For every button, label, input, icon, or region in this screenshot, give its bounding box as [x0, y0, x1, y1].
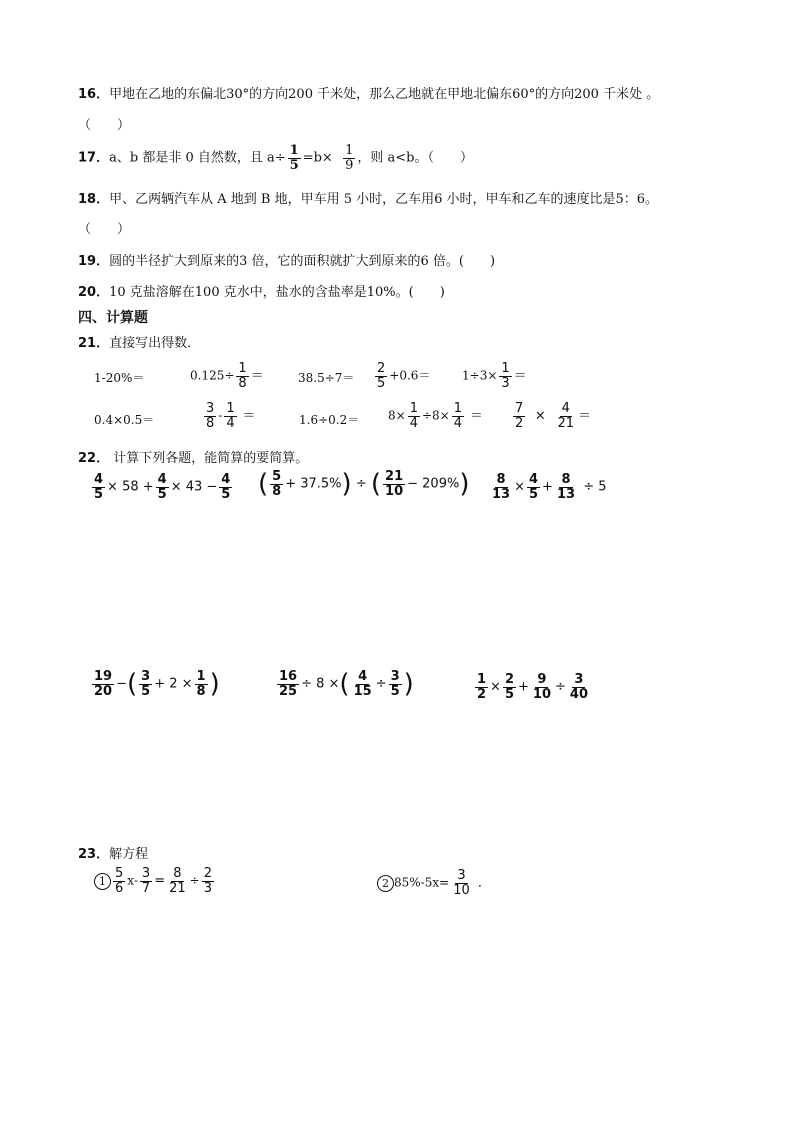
- section-title: 四、计算题: [78, 310, 148, 326]
- q23-equation-1: 1 $\frac{5}{6}$ x- $\frac{3}{7}$ = $\frac{8}{21}$ ÷ $\frac{2}{3}$: [94, 867, 216, 895]
- question-number: 16: [78, 87, 97, 102]
- question-text: 直接写出得数．: [109, 336, 201, 351]
- question-16: 16．甲地在乙地的东偏北30°的方向200 千米处，那么乙地就在甲地北偏东60°的方向200 千米处 。: [78, 87, 660, 102]
- answer-paren: （ ）: [78, 118, 131, 133]
- q21-row2-e5: $\frac{7}{2}$ × $\frac{4}{21}$ ＝: [515, 401, 592, 431]
- q21-row1-e2: 0.125÷ $\frac{1}{8}$ ＝: [190, 361, 264, 391]
- question-number: 21: [78, 336, 97, 351]
- q21-row1-e1: 1-20%＝: [94, 371, 145, 385]
- question-19: 19．圆的半径扩大到原来的3 倍，它的面积就扩大到原来的6 倍。( ): [78, 254, 496, 269]
- question-text: 解方程: [109, 847, 149, 862]
- question-20: 20．10 克盐溶解在100 克水中，盐水的含盐率是10%。( ): [78, 285, 445, 300]
- q22-expr-d: $\frac{19}{20}$ −( $\frac{3}{5}$ + 2 × $\frac{1}{8}$ ): [94, 669, 220, 700]
- q21-row1-e4: $\frac{2}{5}$ +0.6＝: [377, 361, 431, 391]
- q21-row2-e2: $\frac{3}{8}$ - $\frac{1}{4}$ ＝: [206, 401, 256, 431]
- question-number: 18: [78, 192, 97, 207]
- question-text: a、b 都是非 0 自然数，且 a÷: [109, 150, 286, 166]
- question-23: 23．解方程: [78, 847, 149, 862]
- question-number: 20: [78, 285, 97, 300]
- question-text: 圆的半径扩大到原来的3 倍，它的面积就扩大到原来的6 倍。( ): [109, 254, 496, 269]
- q21-row2-e3: 1.6÷0.2＝: [299, 413, 360, 427]
- answer-paren: （ ）: [78, 222, 131, 237]
- q21-row2-e4: 8× $\frac{1}{4}$ ÷8× $\frac{1}{4}$ ＝: [388, 401, 483, 431]
- question-number: 23: [78, 847, 97, 862]
- question-text: 甲地在乙地的东偏北30°的方向200 千米处，那么乙地就在甲地北偏东60°的方向200 千米处 。: [109, 87, 660, 102]
- circled-number: 2: [377, 875, 394, 892]
- q21-row1-e3: 38.5÷7＝: [298, 371, 355, 385]
- q22-expr-e: $\frac{16}{25}$ ÷ 8 ×( $\frac{4}{15}$ ÷ $\frac{3}{5}$ ): [279, 669, 414, 700]
- question-text: 计算下列各题，能简算的要简算。: [113, 451, 309, 466]
- q22-expr-f: $\frac{1}{2}$ × $\frac{2}{5}$ + $\frac{9}{10}$ ÷ $\frac{3}{40}$: [477, 672, 588, 702]
- question-22: 22． 计算下列各题，能简算的要简算。: [78, 451, 309, 466]
- q21-row1-e5: 1÷3× $\frac{1}{3}$ ＝: [462, 361, 527, 391]
- question-text: 甲、乙两辆汽车从 A 地到 B 地，甲车用 5 小时，乙车用6 小时，甲车和乙车的速度比是5：6。: [109, 192, 659, 207]
- circled-number: 1: [94, 873, 111, 890]
- q22-expr-a: $\frac{4}{5}$ × 58 + $\frac{4}{5}$ × 43 − $\frac{4}{5}$: [94, 472, 231, 502]
- question-18: 18．甲、乙两辆汽车从 A 地到 B 地，甲车用 5 小时，乙车用6 小时，甲车和乙车的速度比是5：6。: [78, 192, 659, 207]
- question-21: 21．直接写出得数．: [78, 336, 201, 351]
- q22-expr-c: $\frac{8}{13}$ × $\frac{4}{5}$ + $\frac{8}{13}$ ÷ 5: [492, 472, 607, 502]
- question-number: 17: [78, 150, 97, 166]
- q21-row2-e1: 0.4×0.5＝: [94, 413, 155, 427]
- fraction: $\frac{1}{5}$: [289, 143, 299, 173]
- question-number: 19: [78, 254, 97, 269]
- q23-equation-2: 2 85%-5x= $\frac{3}{10}$ ．: [377, 869, 491, 897]
- question-text: 10 克盐溶解在100 克水中，盐水的含盐率是10%。( ): [109, 285, 445, 300]
- question-number: 22: [78, 451, 97, 466]
- q22-expr-b: ( $\frac{5}{8}$ + 37.5%) ÷ ( $\frac{21}{10}$ − 209%): [258, 469, 470, 500]
- question-17: 17．a、b 都是非 0 自然数，且 a÷ $\frac{1}{5}$ =b× $\frac{1}{9}$ ，则 a<b。（ ）: [78, 143, 473, 173]
- fraction: $\frac{1}{9}$: [345, 143, 354, 173]
